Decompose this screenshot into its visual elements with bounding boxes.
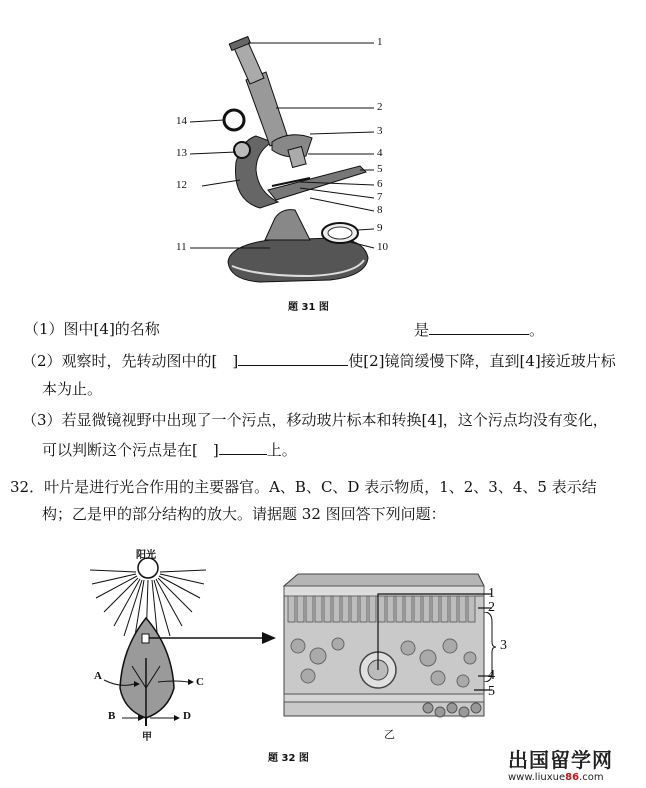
figure31-label-5: 5 xyxy=(377,163,383,175)
q31-part1 xyxy=(24,318,160,340)
leaf-label-b: B xyxy=(108,710,116,722)
q32-line1: 32．叶片是进行光合作用的主要器官。A、B、C、D 表示物质，1、2、3、4、5 表示结 xyxy=(10,478,597,496)
q31-part3-prompt: 可以判断这个污点是在[ ] xyxy=(42,441,219,459)
microscope-figure xyxy=(160,30,400,302)
watermark-url-b: 86 xyxy=(565,772,580,783)
figure31-caption: 题 31 图 xyxy=(288,302,329,313)
q31-part1-prompt: （1）图中[4]的名称 xyxy=(24,320,160,338)
q31-part2 xyxy=(22,349,616,372)
figure31-label-12: 12 xyxy=(176,179,187,191)
q31-answer-blank-2[interactable] xyxy=(238,349,348,366)
figure31-label-6: 6 xyxy=(377,178,383,190)
q32-line2: 构；乙是甲的部分结构的放大。请据题 32 图回答下列问题： xyxy=(42,505,446,523)
q31-answer-blank-1[interactable] xyxy=(429,318,529,335)
leaf-label-a: A xyxy=(94,670,102,682)
figure31-label-9: 9 xyxy=(377,222,383,234)
section-label-5: 5 xyxy=(488,684,495,699)
section-label-1: 1 xyxy=(488,586,495,601)
leaf-label-d: D xyxy=(183,710,191,722)
q31-part3-end: 上。 xyxy=(266,441,297,459)
watermark-url xyxy=(508,772,638,784)
section-label-3: 3 xyxy=(500,638,507,653)
watermark-title: 出国留学网 xyxy=(508,748,613,772)
figure31-label-1: 1 xyxy=(377,36,383,48)
q31-part1-is: 是 xyxy=(414,321,430,339)
figure31-label-2: 2 xyxy=(377,101,383,113)
q31-part2-prompt: （2）观察时，先转动图中的[ ] xyxy=(22,352,239,370)
figure31-label-13: 13 xyxy=(176,147,187,159)
q31-part2-cont: 本为止。 xyxy=(42,380,103,398)
q31-part3: （3）若显微镜视野中出现了一个污点，移动玻片标本和转换[4]，这个污点均没有变化， xyxy=(22,411,608,429)
figure32-caption: 题 32 图 xyxy=(268,753,309,764)
sun-label: 阳光 xyxy=(136,550,156,561)
arrow-to-section xyxy=(262,632,278,644)
q31-answer-blank-3[interactable] xyxy=(219,438,267,455)
figure31-label-11: 11 xyxy=(176,241,187,253)
leaf-diagram xyxy=(76,548,276,730)
figure31-label-3: 3 xyxy=(377,125,383,137)
leaf-label-c: C xyxy=(196,676,204,688)
leaf-cross-section xyxy=(278,566,500,724)
section-label-2: 2 xyxy=(488,600,495,615)
section-label-4: 4 xyxy=(488,668,495,683)
q31-part1-tail xyxy=(414,318,544,341)
watermark xyxy=(508,748,638,784)
figure31-label-10: 10 xyxy=(377,241,388,253)
figure31-label-4: 4 xyxy=(377,147,383,159)
figure31-label-14: 14 xyxy=(176,115,187,127)
q31-part3-cont xyxy=(42,438,297,461)
figure31-label-7: 7 xyxy=(377,191,383,203)
watermark-url-c: .com xyxy=(579,772,604,783)
q31-part1-end: 。 xyxy=(529,321,545,339)
figure31-label-8: 8 xyxy=(377,204,383,216)
q31-part2-mid: 使[2]镜筒缓慢下降，直到[4]接近玻片标 xyxy=(348,352,616,370)
yi-label: 乙 xyxy=(384,728,395,741)
jia-label: 甲 xyxy=(142,732,152,743)
watermark-url-a: www.liuxue xyxy=(508,772,566,783)
